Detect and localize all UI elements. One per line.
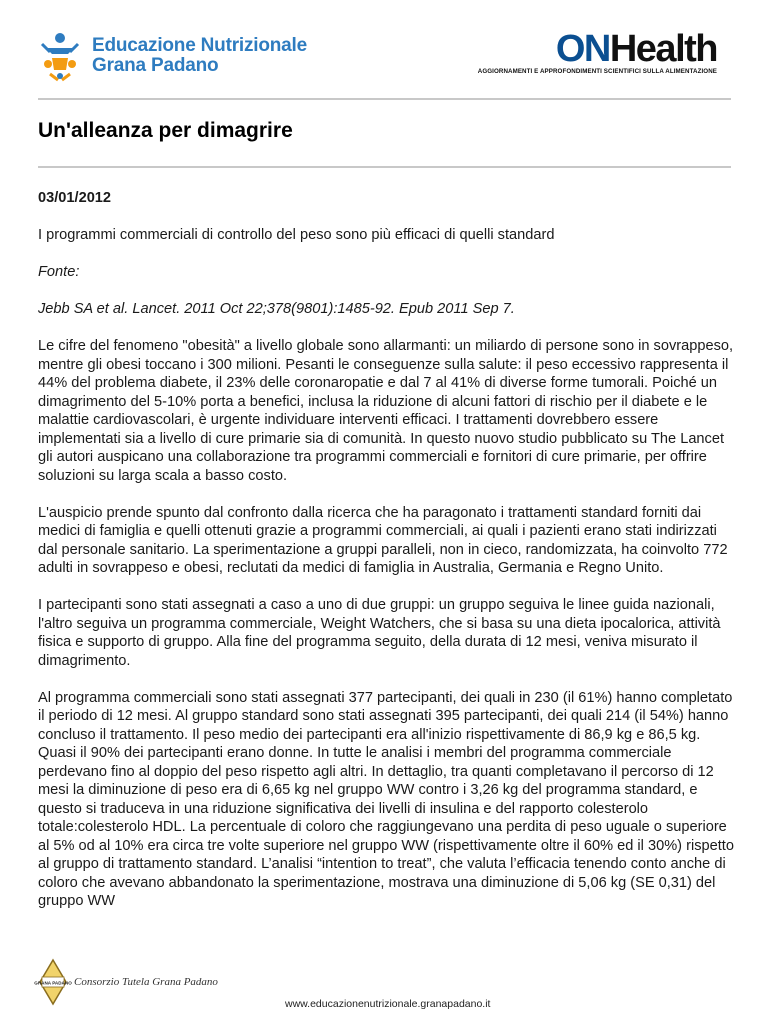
source-label: Fonte: (38, 264, 80, 280)
title-divider (38, 166, 731, 168)
article-date: 03/01/2012 (38, 190, 112, 206)
onhealth-logo[interactable] (477, 28, 717, 75)
svg-text:GRANA PADANO: GRANA PADANO (34, 980, 72, 986)
onhealth-on-text: ON (555, 28, 610, 70)
onhealth-health-text: Health (609, 28, 717, 70)
paragraph: Le cifre del fenomeno "obesità" a livello globale sono allarmanti: un miliardo di persone sono in sovrappeso, mentre gli obesi toccano i 300 milioni. Pesanti le conseguenze sulla salute: il peso eccessivo rappresenta il 44% del problema diabete, il 23% delle coronaropatie e dal 7 al 41% di diverse forme tumorali. Poiché un dimagrimento del 5-10% porta a benefici, inclusa la riduzione di alcuni fattori di rischio per il diabete e le malattie cardiovascolari, è urgente individuare interventi efficaci. I trattamenti dovrebbero essere implementati sia a livello di cure primarie sia di comunità. In questo nuovo studio pubblicato su The Lancet gli autori auspicano una collaborazione tra programmi commerciali e fornitori di cure primarie, per offrire soluzioni su larga scala a basso costo. (38, 338, 734, 484)
article-title: Un'alleanza per dimagrire (38, 119, 293, 142)
grana-padano-seal-icon (34, 958, 72, 1006)
source-citation: Jebb SA et al. Lancet. 2011 Oct 22;378(9801):1485-92. Epub 2011 Sep 7. (38, 301, 515, 317)
page-header (38, 28, 731, 98)
brand-logo[interactable] (38, 30, 307, 82)
grana-padano-figure-icon (38, 30, 82, 82)
brand-title-line1: Educazione Nutrizionale (92, 35, 307, 56)
consorzio-name: Consorzio Tutela Grana Padano (74, 976, 218, 988)
paragraph: Al programma commerciali sono stati assegnati 377 partecipanti, dei quali in 230 (il 61%) hanno completato il periodo di 12 mesi. Al gruppo standard sono stati assegnati 395 partecipanti, dei quali 214 (il 54%) hanno concluso il trattamento. Il peso medio dei partecipanti era all'inizio rispettivamente di 86,9 kg e 86,5 kg. Quasi il 90% dei partecipanti erano donne. In tutte le analisi i membri del programma commerciale perdevano fino al doppio del peso rispetto agli altri. In dettaglio, tra quanti completavano il percorso di 12 mesi la diminuzione di peso era di 6,65 kg nel gruppo WW contro i 3,26 kg del programma standard, e questo si traduceva in una riduzione significativa dei livelli di insulina e del rapporto colesterolo totale:colesterolo HDL. La percentuale di coloro che raggiungevano una perdita di peso uguale o superiore al 5% od al 10% era circa tre volte superiore nel gruppo WW (rispettivamente oltre il 60% ed il 30%) rispetto al gruppo di trattamento standard. L’analisi “intention to treat”, che valuta l’efficacia tenendo conto anche di coloro che avevano abbandonato la sperimentazione, mostrava una diminuzione di 5,06 kg (SE 0,31) del gruppo WW (38, 689, 734, 909)
brand-title-line2: Grana Padano (92, 55, 219, 76)
article-body (38, 189, 738, 929)
onhealth-tagline: AGGIORNAMENTI E APPROFONDIMENTI SCIENTIFICI SULLA ALIMENTAZIONE (477, 68, 717, 75)
consorzio-logo[interactable] (34, 958, 218, 1006)
article-subtitle: I programmi commerciali di controllo del peso sono più efficaci di quelli standard (38, 227, 555, 243)
paragraph: L'auspicio prende spunto dal confronto dalla ricerca che ha paragonato i trattamenti standard forniti dai medici di famiglia e quelli ottenuti grazie a programmi commerciali, ai quali i pazienti erano stati indirizzati dal personale sanitario. La sperimentazione a gruppi paralleli, non in cieco, randomizzata, ha coinvolto 772 adulti in sovrappeso e obesi, reclutati da medici di famiglia in Australia, Germania e Regno Unito. (38, 504, 728, 576)
footer-url-link[interactable]: www.educazionenutrizionale.granapadano.it (285, 998, 491, 1010)
header-divider (38, 98, 731, 100)
paragraph: I partecipanti sono stati assegnati a caso a uno di due gruppi: un gruppo seguiva le linee guida nazionali, l'altro seguiva un programma commerciale, Weight Watchers, che si basa su una dieta ipocalorica, attività fisica e supporto di gruppo. Alla fine del programma seguito, della durata di 12 mesi, veniva misurato il dimagrimento. (38, 597, 721, 669)
